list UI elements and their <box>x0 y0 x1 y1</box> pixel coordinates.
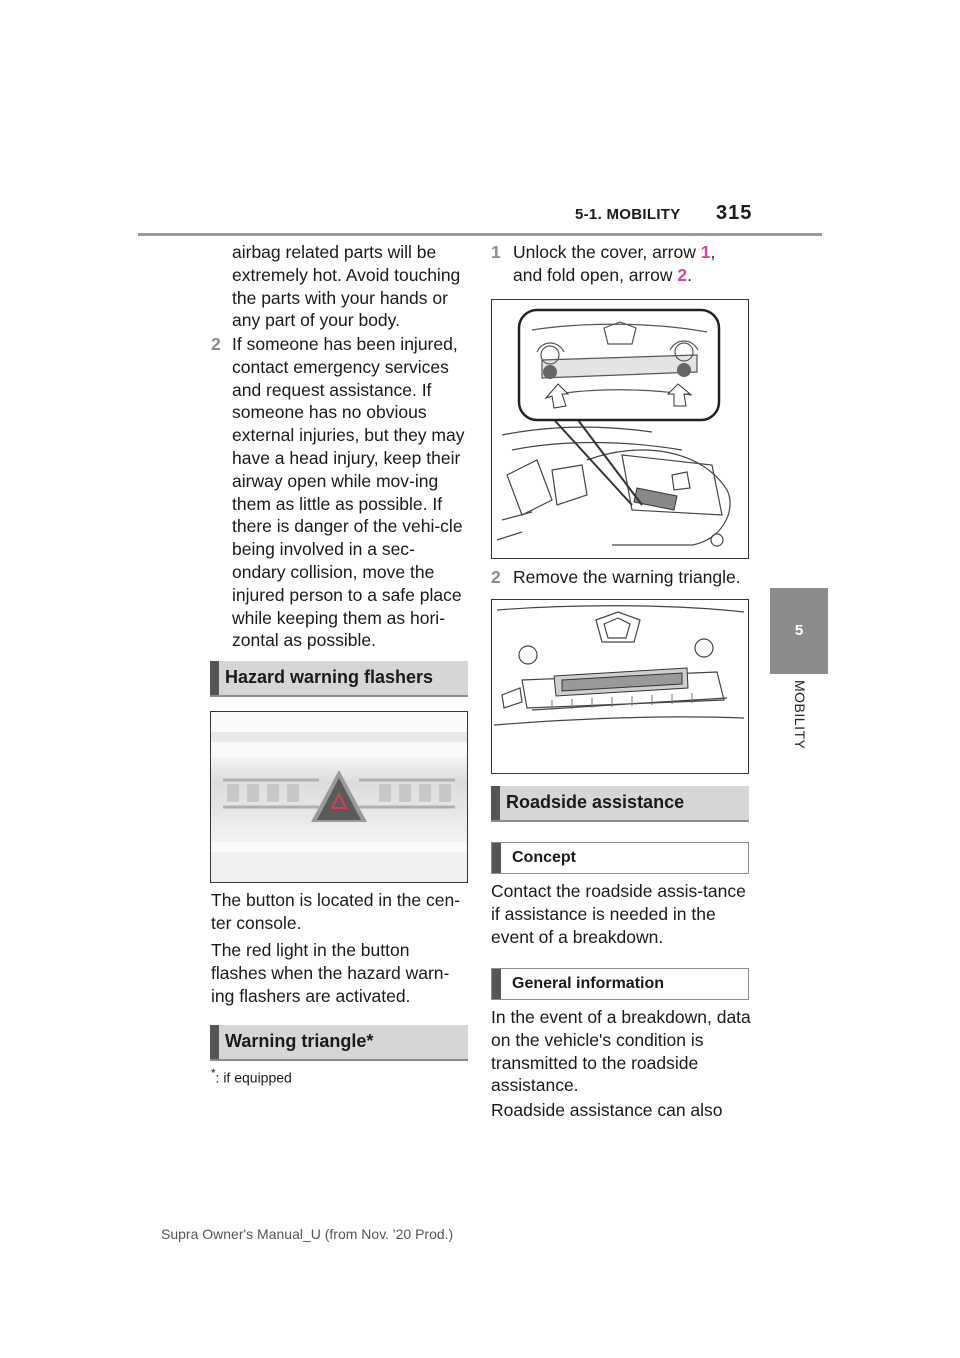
heading-text: General information <box>512 975 665 992</box>
heading-marker <box>210 1025 219 1059</box>
page-number: 315 <box>716 202 753 224</box>
hazard-paragraph-1: The button is located in the cen-ter console. <box>211 890 461 933</box>
footnote <box>211 1067 292 1086</box>
arrow-reference: 2 <box>677 264 688 285</box>
arrow-reference: 1 <box>700 242 711 262</box>
step-number: 2 <box>211 334 221 354</box>
section-title: 5-1. MOBILITY <box>575 206 681 223</box>
step-text <box>513 241 749 287</box>
header-rule <box>138 233 822 236</box>
triangle-removal-drawing <box>492 600 748 773</box>
section-heading-hazard <box>210 661 468 697</box>
footnote-mark: * <box>211 1067 216 1080</box>
heading-marker <box>491 786 500 820</box>
heading-marker <box>492 843 501 873</box>
general-paragraph-2: Roadside assistance can also <box>491 1100 723 1120</box>
step-text: If someone has been injured, contact emergency services and request assistance. If someone has no obvious external injuries, but they may have a head injury, keep their airway open while mov-ing them as little as possible. If there is danger of the vehi-cle being involved in a sec-ondary collision, move the injured person to a safe place while keeping them as hori-zontal as possible. <box>232 334 465 651</box>
chapter-label-text: MOBILITY <box>792 680 808 750</box>
hazard-button-illustration <box>210 711 468 883</box>
chapter-label <box>768 680 828 800</box>
heading-text: Roadside assistance <box>506 792 685 812</box>
heading-marker <box>210 661 219 695</box>
continuation-paragraph: airbag related parts will be extremely hot. Avoid touching the parts with your hands or any part of your body. <box>232 242 461 331</box>
heading-marker <box>492 969 501 999</box>
step-text-part: , <box>710 242 716 262</box>
center-console-drawing <box>211 712 467 882</box>
general-paragraph: In the event of a breakdown, data on the vehicle's condition is transmitted to the roadside assistance. <box>491 1007 751 1096</box>
section-heading-roadside <box>491 786 749 822</box>
page-footer: Supra Owner's Manual_U (from Nov. '20 Prod.) <box>161 1226 454 1242</box>
step-text-part: Unlock the cover, arrow <box>513 242 701 262</box>
step-text-part: and fold open, arrow <box>513 264 678 285</box>
heading-text: Concept <box>512 849 576 866</box>
step-number: 2 <box>491 567 501 587</box>
section-heading-warning-triangle <box>210 1025 468 1061</box>
chapter-tab: 5 <box>770 588 828 674</box>
subheading-concept <box>491 842 749 874</box>
trunk-cover-drawing <box>492 300 748 558</box>
step-text-part: . <box>687 264 693 285</box>
step-number: 1 <box>491 242 501 262</box>
concept-paragraph: Contact the roadside assis-tance if assistance is needed in the event of a breakdown. <box>491 881 746 947</box>
heading-text: Hazard warning flashers <box>225 667 434 687</box>
warning-triangle-illustration <box>491 599 749 774</box>
heading-text: Warning triangle* <box>225 1031 374 1051</box>
footnote-text: : if equipped <box>215 1069 292 1086</box>
hazard-paragraph-2: The red light in the button flashes when the hazard warn-ing flashers are activated. <box>211 940 450 1006</box>
step-text: Remove the warning triangle. <box>513 567 741 587</box>
cover-unlock-illustration <box>491 299 749 559</box>
subheading-general-information <box>491 968 749 1000</box>
